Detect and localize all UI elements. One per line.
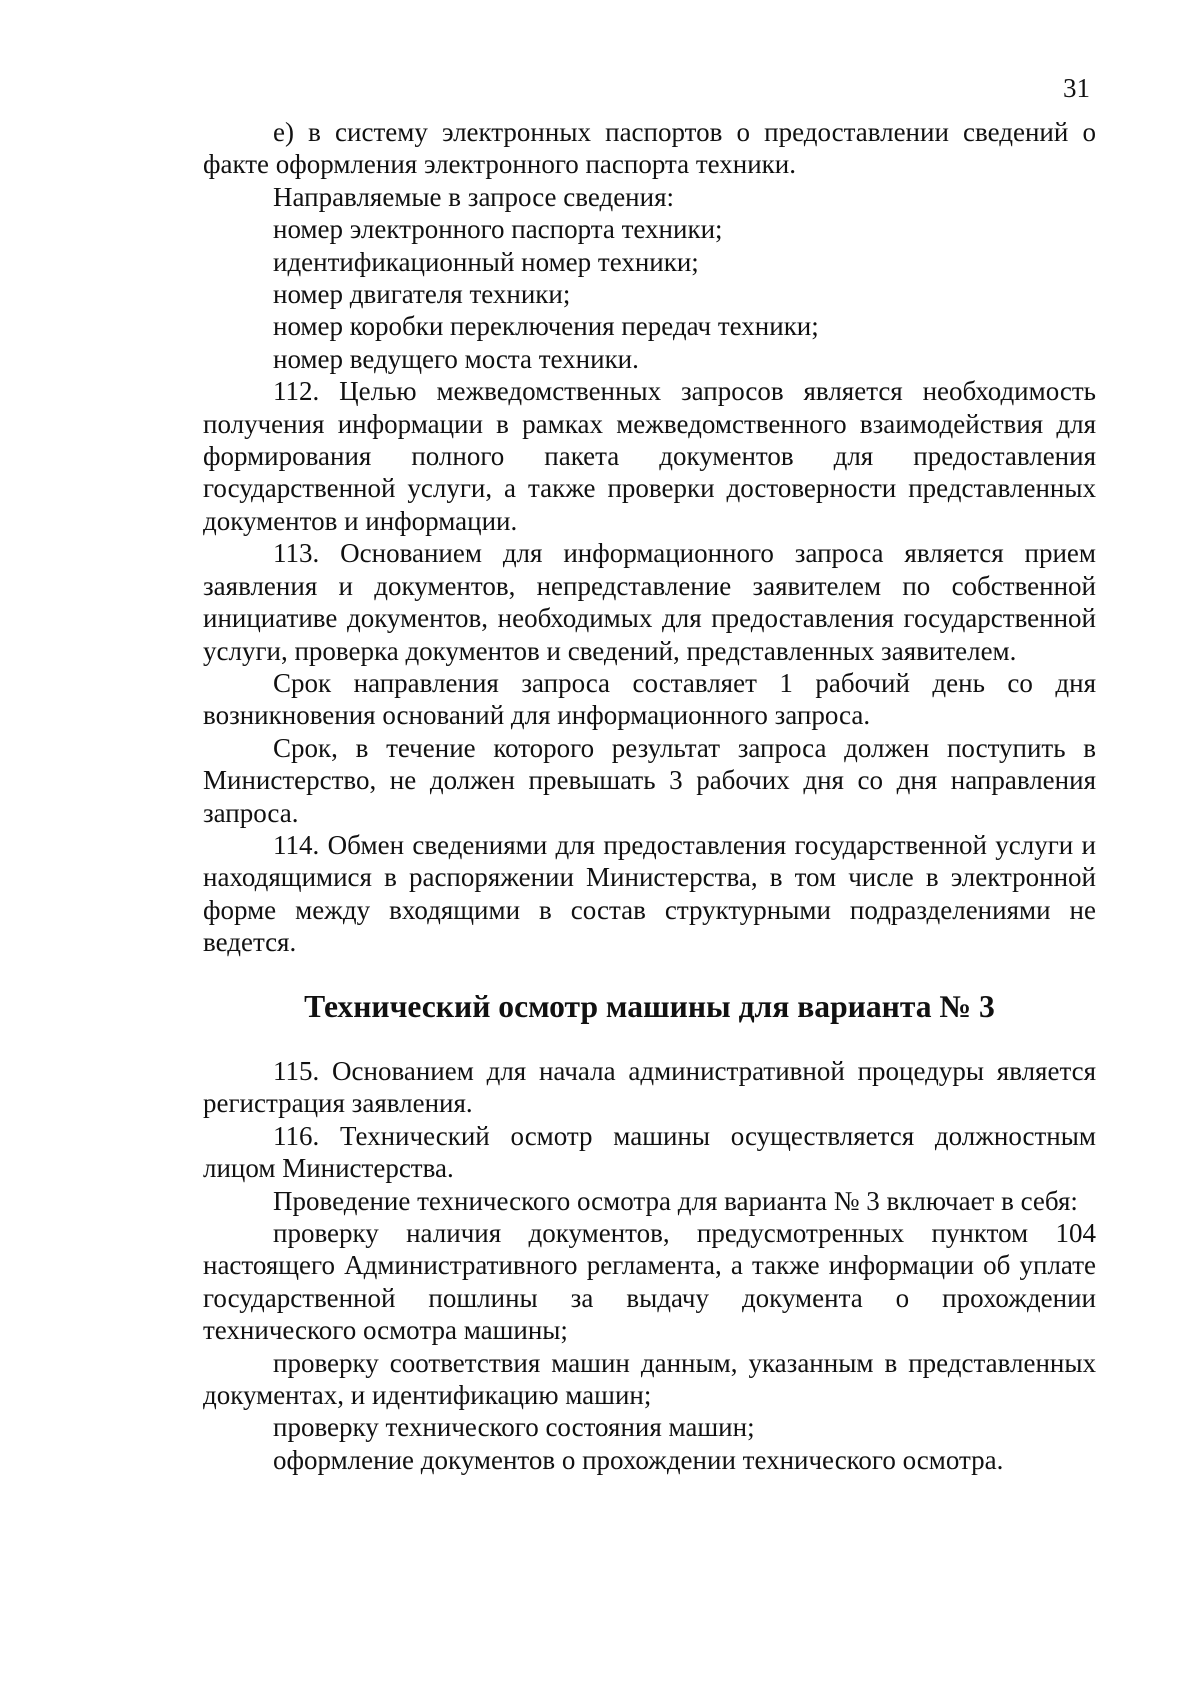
paragraph: 113. Основанием для информационного запроса является прием заявления и документов, непредставление заявителем по собственной инициативе документов, необходимых для предоставления государственной услуги, проверка документов и сведений, представленных заявителем.: [203, 538, 1096, 666]
paragraph: номер ведущего моста техники.: [273, 343, 639, 374]
paragraph: Срок направления запроса составляет 1 рабочий день со дня возникновения оснований для информационного запроса.: [203, 667, 1096, 731]
paragraph: 115. Основанием для начала административной процедуры является регистрация заявления.: [203, 1055, 1096, 1119]
document-body: [203, 116, 1096, 1476]
paragraphs-before-heading: [203, 116, 1096, 959]
paragraph: 112. Целью межведомственных запросов является необходимость получения информации в рамках межведомственного взаимодействия для формирования полного пакета документов для предоставления государственной услуги, а также проверки достоверности представленных документов и информации.: [203, 376, 1096, 536]
paragraph: номер электронного паспорта техники;: [273, 214, 723, 245]
paragraph: идентификационный номер техники;: [273, 246, 699, 277]
paragraph: проверку технического состояния машин;: [273, 1412, 755, 1443]
paragraph: проверку соответствия машин данным, указанным в представленных документах, и идентификацию машин;: [203, 1347, 1096, 1411]
paragraph: Проведение технического осмотра для варианта № 3 включает в себя:: [273, 1185, 1078, 1216]
paragraph: оформление документов о прохождении технического осмотра.: [273, 1444, 1004, 1475]
paragraphs-after-heading: [203, 1055, 1096, 1476]
paragraph: е) в систему электронных паспортов о предоставлении сведений о факте оформления электронного паспорта техники.: [203, 117, 1096, 180]
paragraph: номер двигателя техники;: [273, 279, 571, 310]
section-heading: Технический осмотр машины для варианта № 3: [304, 988, 995, 1024]
paragraph: Направляемые в запросе сведения:: [273, 181, 674, 212]
paragraph: Срок, в течение которого результат запроса должен поступить в Министерство, не должен превышать 3 рабочих дня со дня направления запроса.: [203, 732, 1096, 828]
paragraph: проверку наличия документов, предусмотренных пунктом 104 настоящего Административного регламента, а также информации об уплате государственной пошлины за выдачу документа о прохождении технического осмотра машины;: [203, 1218, 1096, 1346]
paragraph: 116. Технический осмотр машины осуществляется должностным лицом Министерства.: [203, 1120, 1096, 1184]
page-number: 31: [1063, 73, 1090, 103]
paragraph: 114. Обмен сведениями для предоставления государственной услуги и находящимися в распоряжении Министерства, в том числе в электронной форме между входящими в состав структурными подразделениями не ведется.: [203, 829, 1096, 958]
paragraph: номер коробки переключения передач техники;: [273, 311, 819, 342]
